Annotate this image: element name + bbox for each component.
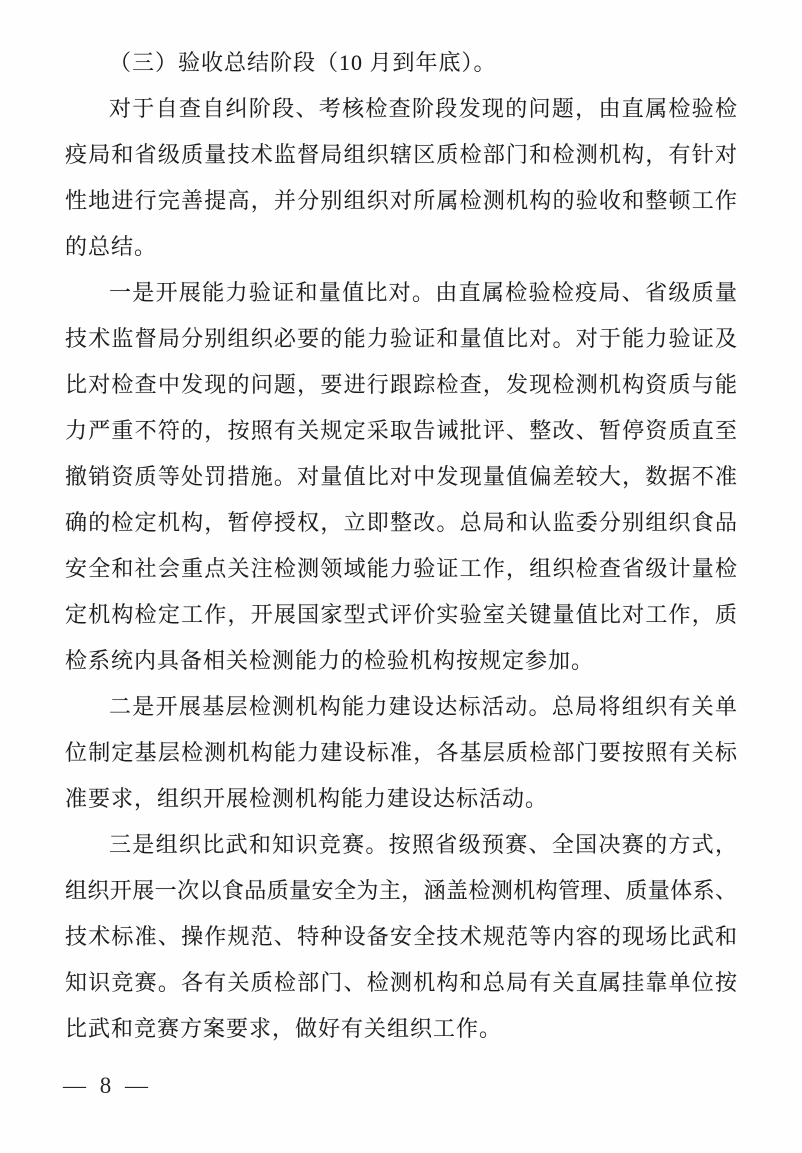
text-line: 确的检定机构，暂停授权，立即整改。总局和认监委分别组织食品 (65, 510, 737, 535)
text-line: 疫局和省级质量技术监督局组织辖区质检部门和检测机构，有针对 (65, 142, 737, 167)
text-line: 检系统内具备相关检测能力的检验机构按规定参加。 (65, 648, 595, 673)
text-line: 对于自查自纠阶段、考核检查阶段发现的问题，由直属检验检 (109, 96, 737, 121)
text-line: 位制定基层检测机构能力建设标准，各基层质检部门要按照有关标 (65, 740, 737, 765)
text-line: 安全和社会重点关注检测领域能力验证工作，组织检查省级计量检 (65, 556, 737, 581)
text-line: 三是组织比武和知识竞赛。按照省级预赛、全国决赛的方式， (109, 832, 737, 857)
text-line: 一是开展能力验证和量值比对。由直属检验检疫局、省级质量 (109, 280, 737, 305)
document-body (65, 40, 737, 1052)
text-line: 的总结。 (65, 234, 158, 259)
text-line: 比武和竞赛方案要求，做好有关组织工作。 (65, 1016, 503, 1041)
text-line: 定机构检定工作，开展国家型式评价实验室关键量值比对工作，质 (65, 602, 737, 627)
text-line: 比对检查中发现的问题，要进行跟踪检查，发现检测机构资质与能 (65, 372, 737, 397)
text-line: 技术标准、操作规范、特种设备安全技术规范等内容的现场比武和 (65, 924, 737, 949)
text-line: 二是开展基层检测机构能力建设达标活动。总局将组织有关单 (109, 694, 737, 719)
page-number: — 8 — (63, 1073, 152, 1098)
text-line: 组织开展一次以食品质量安全为主，涵盖检测机构管理、质量体系、 (65, 878, 737, 903)
text-line: 技术监督局分别组织必要的能力验证和量值比对。对于能力验证及 (65, 326, 737, 351)
section-heading: （三）验收总结阶段（10 月到年底）。 (109, 50, 497, 75)
text-line: 知识竞赛。各有关质检部门、检测机构和总局有关直属挂靠单位按 (65, 970, 737, 995)
text-line: 力严重不符的，按照有关规定采取告诫批评、整改、暂停资质直至 (65, 418, 737, 443)
text-line: 准要求，组织开展检测机构能力建设达标活动。 (65, 786, 549, 811)
text-line: 撤销资质等处罚措施。对量值比对中发现量值偏差较大，数据不准 (65, 464, 737, 489)
text-line: 性地进行完善提高，并分别组织对所属检测机构的验收和整顿工作 (65, 188, 737, 213)
